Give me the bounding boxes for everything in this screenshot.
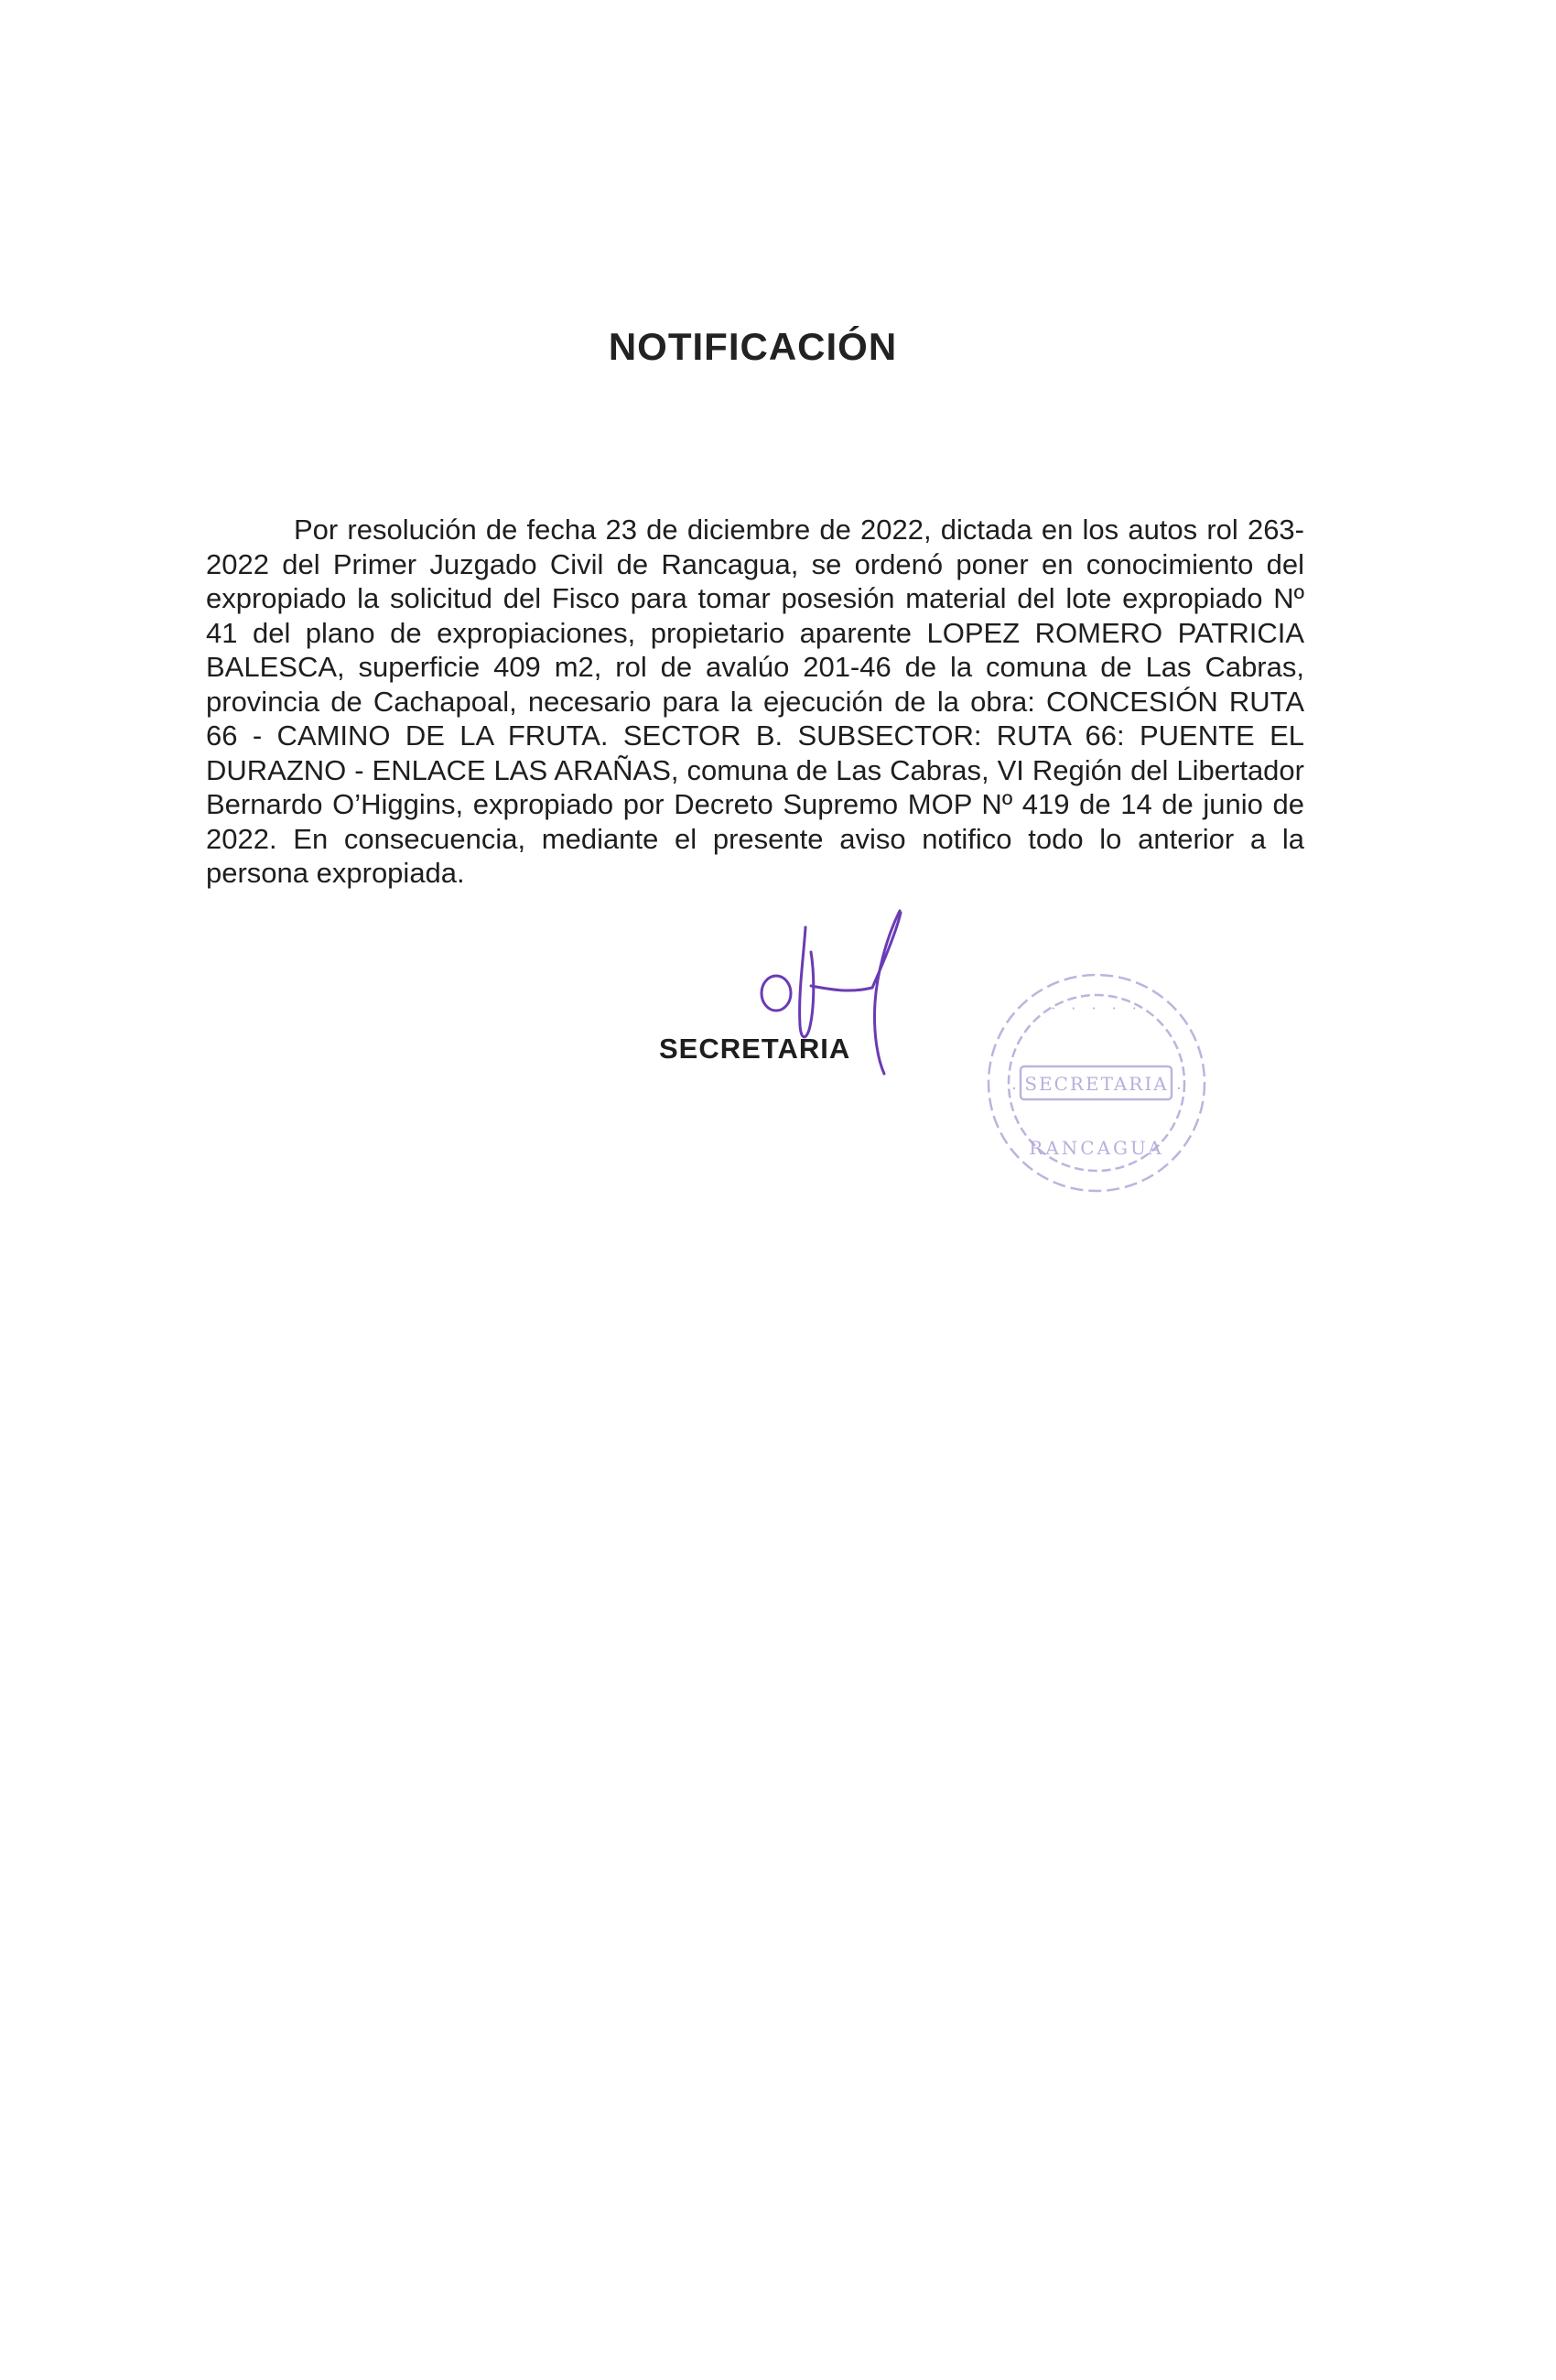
svg-text:RANCAGUA: RANCAGUA — [1029, 1137, 1164, 1159]
document-title: NOTIFICACIÓN — [608, 325, 898, 368]
signer-title: SECRETARIA — [659, 1033, 851, 1065]
svg-text:·: · — [1176, 1079, 1182, 1098]
svg-text:SECRETARIA: SECRETARIA — [1024, 1073, 1169, 1095]
court-seal-stamp — [979, 966, 1213, 1199]
svg-text:· · · · ·: · · · · · — [1051, 1000, 1142, 1017]
document-body: Por resolución de fecha 23 de diciembre de 2022, dictada en los autos rol 263-2022 del Primer Juzgado Civil de Rancagua, se ordenó poner en conocimiento del expropiado la solicitud del Fisco para tomar posesión material del lote expropiado Nº 41 del plano de expropiaciones, propietario aparente LOPEZ ROMERO PATRICIA BALESCA, superficie 409 m2, rol de avalúo 201-46 de la comuna de Las Cabras, provincia de Cachapoal, necesario para la ejecución de la obra: CONCESIÓN RUTA 66 - CAMINO DE LA FRUTA. SECTOR B. SUBSECTOR: RUTA 66: PUENTE EL DURAZNO - ENLACE LAS ARAÑAS, comuna de Las Cabras, VI Región del Libertador Bernardo O’Higgins, expropiado por Decreto Supremo MOP Nº 419 de 14 de junio de 2022. En consecuencia, mediante el presente aviso notifico todo lo anterior a la persona expropiada. — [206, 514, 1304, 889]
svg-text:·: · — [1011, 1079, 1017, 1098]
